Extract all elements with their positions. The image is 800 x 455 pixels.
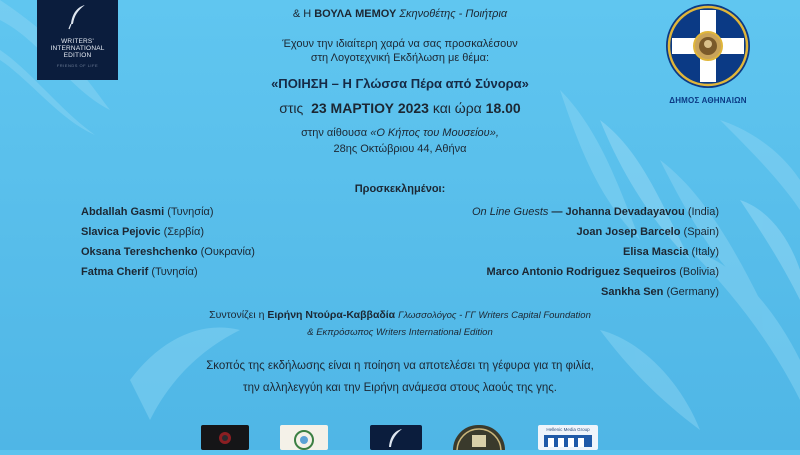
sponsor-logo-1 — [201, 425, 249, 450]
hosts-prefix: & Η — [292, 8, 312, 20]
venue-prefix: στην αίθουσα — [301, 127, 368, 139]
date-line — [200, 100, 600, 116]
guest-list-left — [81, 206, 255, 286]
sponsor-logo-4 — [453, 425, 505, 450]
event-time: 18.00 — [485, 100, 521, 116]
list-item: Joan Josep Barcelo (Spain) — [576, 226, 719, 238]
venue-line — [200, 127, 600, 140]
list-item: Fatma Cherif (Τυνησία) — [81, 266, 198, 278]
guest-list-right — [472, 206, 719, 306]
athens-municipality-logo — [662, 0, 754, 110]
logo-left-line2: INTERNATIONAL — [50, 45, 105, 52]
list-item: Abdallah Gasmi (Τυνησία) — [81, 206, 214, 218]
list-item: Slavica Pejovic (Σερβία) — [81, 226, 204, 238]
sponsor-logo-1-icon — [201, 425, 249, 450]
coordinator-role: Γλωσσολόγος - ΓΓ Writers Capital Foundation — [398, 310, 591, 321]
host-role: Σκηνοθέτης - Ποιήτρια — [399, 8, 508, 20]
list-item: Oksana Tereshchenko (Ουκρανία) — [81, 246, 255, 258]
date-prefix: στις — [279, 100, 304, 116]
sponsor-logo-2 — [280, 425, 328, 450]
coordinator-name: Ειρήνη Ντούρα-Καββαδία — [267, 309, 396, 321]
coordinator-role-2: & Εκπρόσωπος Writers International Edition — [307, 327, 493, 338]
hosts-line — [200, 8, 600, 21]
museum-seal-icon — [453, 425, 505, 450]
feather-icon — [370, 425, 422, 450]
event-date: 23 ΜΑΡΤΙΟΥ 2023 — [311, 100, 429, 116]
event-intro-line: στη Λογοτεχνική Εκδήλωση με θέμα: — [310, 52, 490, 64]
coordinator-prefix: Συντονίζει η — [209, 309, 265, 321]
list-item: Elisa Mascia (Italy) — [623, 246, 719, 258]
athens-emblem-icon — [662, 0, 754, 96]
time-prefix: και ώρα — [432, 100, 482, 116]
coordinator-line — [150, 309, 650, 322]
hellenic-media-label: Hellenic Media Group — [546, 427, 590, 432]
writers-international-edition-logo — [37, 0, 118, 80]
venue-name: «Ο Κήπος του Μουσείου», — [370, 127, 499, 139]
list-item: Sankha Sen (Germany) — [601, 286, 719, 298]
hellenic-media-icon — [538, 432, 598, 448]
invitation-line: Έχουν την ιδιαίτερη χαρά να σας προσκαλέσουν — [282, 38, 518, 50]
athens-logo-label: ΔΗΜΟΣ ΑΘΗΝΑΙΩΝ — [669, 96, 747, 105]
invited-title: Προσκεκλημένοι: — [354, 183, 446, 195]
list-item: On Line Guests — Johanna Devadayavou (India) — [471, 206, 719, 218]
hellenic-media-group-logo — [538, 425, 598, 450]
host-name: ΒΟΥΛΑ ΜΕΜΟΥ — [314, 8, 397, 20]
olive-wreath-icon — [280, 425, 328, 450]
sponsor-logo-3 — [370, 425, 422, 450]
logo-left-line3: EDITION — [63, 52, 92, 59]
online-guests-label: On Line Guests — [471, 206, 549, 218]
logo-left-line1: WRITERS' — [61, 38, 94, 45]
address-line: 28ης Οκτώβριου 44, Αθήνα — [333, 143, 467, 155]
list-item: Marco Antonio Rodriguez Sequeiros (Bolivia) — [486, 266, 719, 278]
purpose-line-2: την αλληλεγγύη και την Ειρήνη ανάμεσα στους λαούς της γης. — [243, 382, 557, 394]
logo-left-line4: FRIENDS OF LIFE — [56, 63, 99, 68]
purpose-line-1: Σκοπός της εκδήλωσης είναι η ποίηση να αποτελέσει τη γέφυρα για τη φιλία, — [206, 360, 594, 372]
event-title: «ΠΟΙΗΣΗ – Η Γλώσσα Πέρα από Σύνορα» — [271, 76, 529, 91]
feather-icon — [67, 4, 89, 35]
